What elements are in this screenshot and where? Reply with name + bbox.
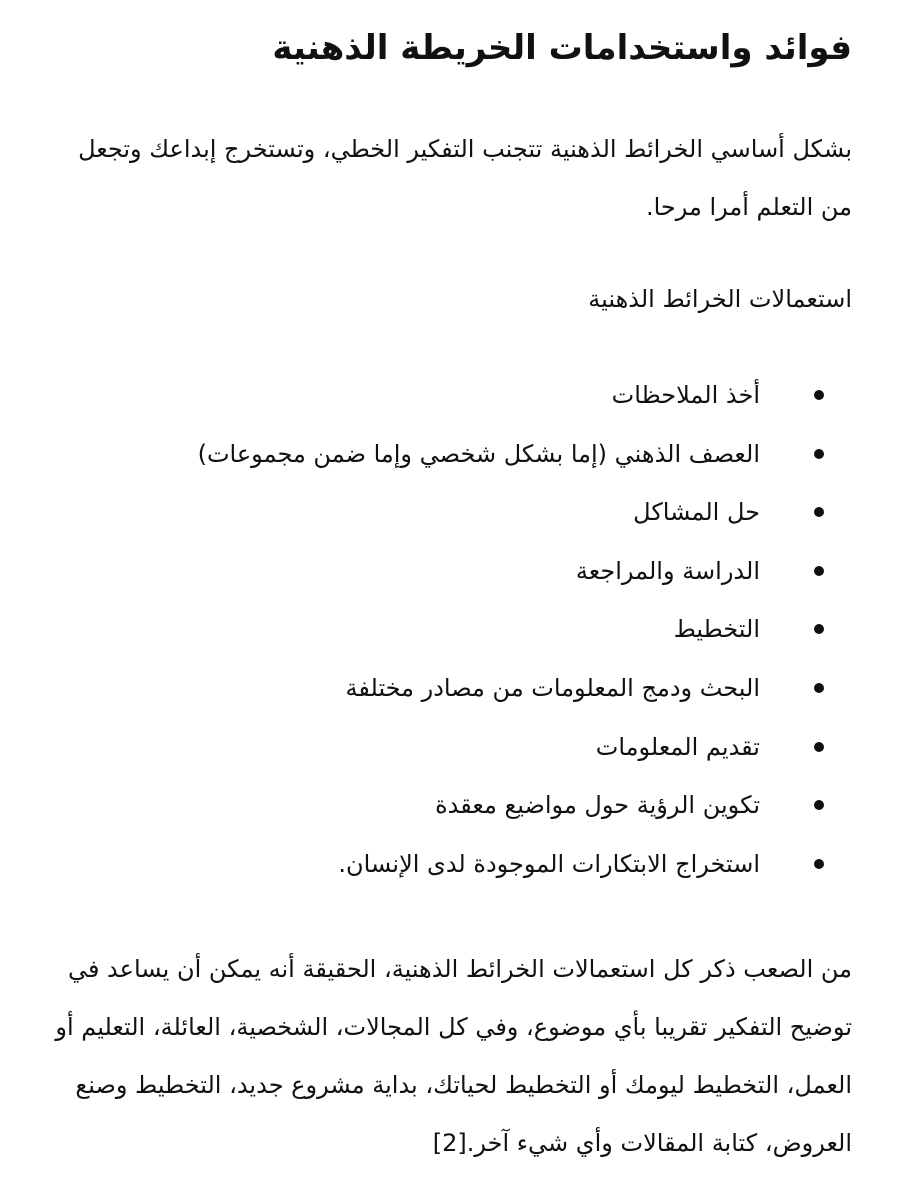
article-title: فوائد واستخدامات الخريطة الذهنية [272, 28, 852, 68]
list-item-text: استخراج الابتكارات الموجودة لدى الإنسان. [338, 849, 760, 878]
bullet-icon [814, 566, 824, 576]
list-item [40, 835, 852, 894]
bullet-icon [814, 624, 824, 634]
list-item-text: البحث ودمج المعلومات من مصادر مختلفة [345, 673, 760, 702]
bullet-icon [814, 742, 824, 752]
list-item-text: تكوين الرؤية حول مواضيع معقدة [435, 791, 760, 820]
list-item [40, 659, 852, 718]
bullet-icon [814, 859, 824, 869]
uses-heading: استعمالات الخرائط الذهنية [588, 285, 852, 313]
list-item [40, 366, 852, 425]
uses-list [40, 366, 852, 893]
bullet-icon [814, 800, 824, 810]
closing-paragraph [40, 940, 852, 1172]
closing-text: من الصعب ذكر كل استعمالات الخرائط الذهنية، الحقيقة أنه يمكن أن يساعد في توضيح التفكير تقريبا بأي موضوع، وفي كل المجالات، الشخصية، العائلة، التعليم أو العمل، التخطيط ليومك أو التخطيط لحياتك، بداية مشروع جديد، التخطيط وصنع العروض، كتابة المقالات وأي شيء آخر. [55, 955, 852, 1157]
bullet-icon [814, 507, 824, 517]
list-item-text: التخطيط [673, 615, 760, 644]
bullet-icon [814, 683, 824, 693]
list-item [40, 425, 852, 484]
list-item [40, 600, 852, 659]
bullet-icon [814, 449, 824, 459]
list-item [40, 483, 852, 542]
list-item-text: أخذ الملاحظات [611, 381, 760, 409]
list-item [40, 718, 852, 777]
reference-link[interactable]: [2] [432, 1129, 467, 1157]
intro-paragraph: بشكل أساسي الخرائط الذهنية تتجنب التفكير الخطي، وتستخرج إبداعك وتجعل من التعلم أمرا مرحا. [78, 135, 852, 221]
bullet-icon [814, 390, 824, 400]
list-item-text: تقديم المعلومات [595, 732, 760, 761]
list-item-text: حل المشاكل [633, 498, 760, 527]
list-item-text: العصف الذهني (إما بشكل شخصي وإما ضمن مجموعات) [197, 439, 760, 468]
list-item [40, 542, 852, 601]
list-item [40, 776, 852, 835]
list-item-text: الدراسة والمراجعة [575, 556, 760, 585]
